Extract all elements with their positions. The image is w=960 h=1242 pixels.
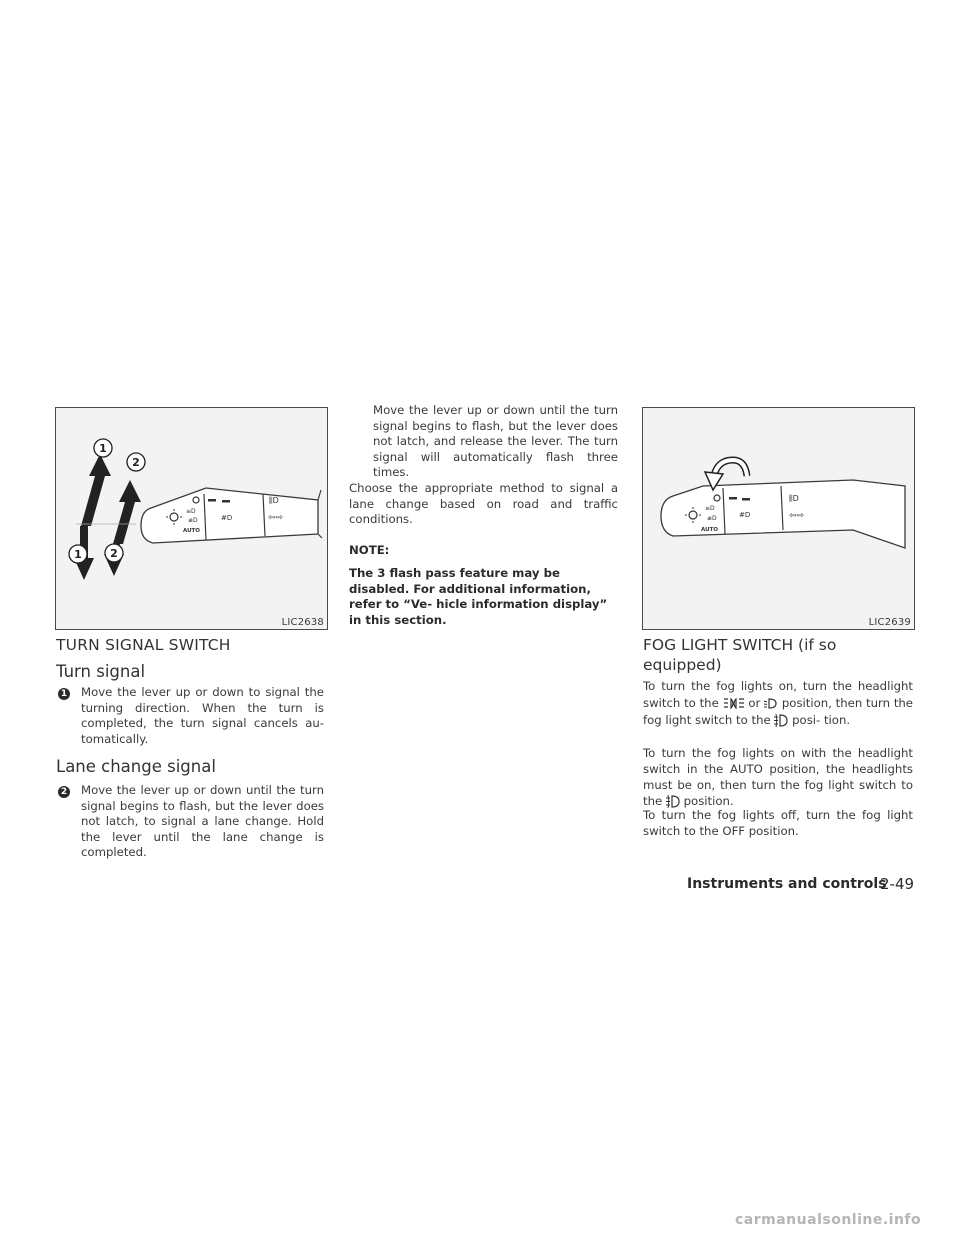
position-lamp-icon bbox=[723, 698, 745, 709]
fog-p1-part-a: To turn the fog lights on, turn the headlight switch to the bbox=[643, 679, 913, 710]
svg-text:⫼D: ⫼D bbox=[789, 494, 799, 503]
svg-text:2: 2 bbox=[132, 456, 140, 469]
figure-code-right: LIC2639 bbox=[868, 617, 911, 628]
footer-section-title: Instruments and controls bbox=[687, 876, 887, 892]
svg-text:1: 1 bbox=[74, 548, 82, 561]
fog-light-icon bbox=[666, 795, 680, 808]
auto-label: AUTO bbox=[183, 528, 200, 534]
fog-p1-part-b: position, then turn the fog light switch to the bbox=[643, 696, 914, 727]
note-label: NOTE: bbox=[349, 543, 390, 557]
lane-change-subheading: Lane change signal bbox=[56, 757, 216, 776]
turn-signal-subheading: Turn signal bbox=[56, 662, 146, 681]
svg-text:#D: #D bbox=[739, 511, 751, 519]
fog-light-heading: FOG LIGHT SWITCH (if so equipped) bbox=[643, 636, 837, 674]
watermark: carmanualsonline.info bbox=[735, 1212, 922, 1228]
svg-text:≢D: ≢D bbox=[188, 517, 198, 524]
svg-text:≡D: ≡D bbox=[186, 508, 196, 515]
note-text: The 3 flash pass feature may be disabled. For additional information, refer to “Ve- hicle information display” in this section. bbox=[349, 566, 608, 627]
lane-change-step-text-a: Move the lever up or down until the turn signal begins to flash, but the lever does not latch, to signal a lane change. Hold the lever until the lane change is completed. bbox=[81, 783, 324, 859]
turn-signal-lever-illustration bbox=[56, 408, 327, 629]
fog-light-icon bbox=[774, 714, 788, 727]
fog-p2-part-a: To turn the fog lights on with the headlight switch in the AUTO position, the headlights must be on, then turn the fog light switch to the bbox=[643, 746, 913, 808]
auto-label-right: AUTO bbox=[701, 527, 718, 533]
svg-text:⇦⇨: ⇦⇨ bbox=[268, 513, 284, 523]
svg-text:2: 2 bbox=[110, 547, 118, 560]
svg-text:1: 1 bbox=[99, 442, 107, 455]
svg-text:≢D: ≢D bbox=[707, 515, 717, 522]
svg-text:⇦⇨: ⇦⇨ bbox=[789, 511, 805, 521]
figure-fog-light bbox=[642, 407, 915, 630]
turn-signal-heading: TURN SIGNAL SWITCH bbox=[56, 636, 231, 654]
svg-text:#D: #D bbox=[221, 514, 233, 522]
figure-turn-signal bbox=[55, 407, 328, 630]
fog-paragraph-1 bbox=[643, 678, 913, 729]
fog-light-lever-illustration bbox=[643, 408, 914, 629]
headlight-icon bbox=[764, 698, 778, 709]
lane-change-method-text: Choose the appropriate method to signal a lane change based on road and traffic conditions. bbox=[349, 481, 618, 526]
fog-paragraph-3: To turn the fog lights off, turn the fog light switch to the OFF position. bbox=[643, 808, 913, 838]
step-2-badge: 2 bbox=[58, 786, 70, 798]
fog-p2-part-b: position. bbox=[683, 794, 734, 808]
footer-page-number: 2-49 bbox=[880, 875, 915, 893]
fog-p1-or: or bbox=[748, 696, 761, 710]
svg-text:⫼D: ⫼D bbox=[269, 496, 279, 505]
figure-code: LIC2638 bbox=[281, 617, 324, 628]
svg-text:≡D: ≡D bbox=[705, 505, 715, 512]
fog-paragraph-2 bbox=[643, 745, 913, 809]
fog-p1-part-c: posi- tion. bbox=[792, 713, 851, 727]
lane-change-step-text-b: Move the lever up or down until the turn signal begins to flash, but the lever does not latch, and release the lever. The turn signal will automatically flash three times. bbox=[373, 403, 618, 479]
step-1-badge: 1 bbox=[58, 688, 70, 700]
turn-signal-step-text: Move the lever up or down to signal the turning direction. When the turn is completed, the turn signal cancels au- tomatically. bbox=[81, 685, 324, 746]
